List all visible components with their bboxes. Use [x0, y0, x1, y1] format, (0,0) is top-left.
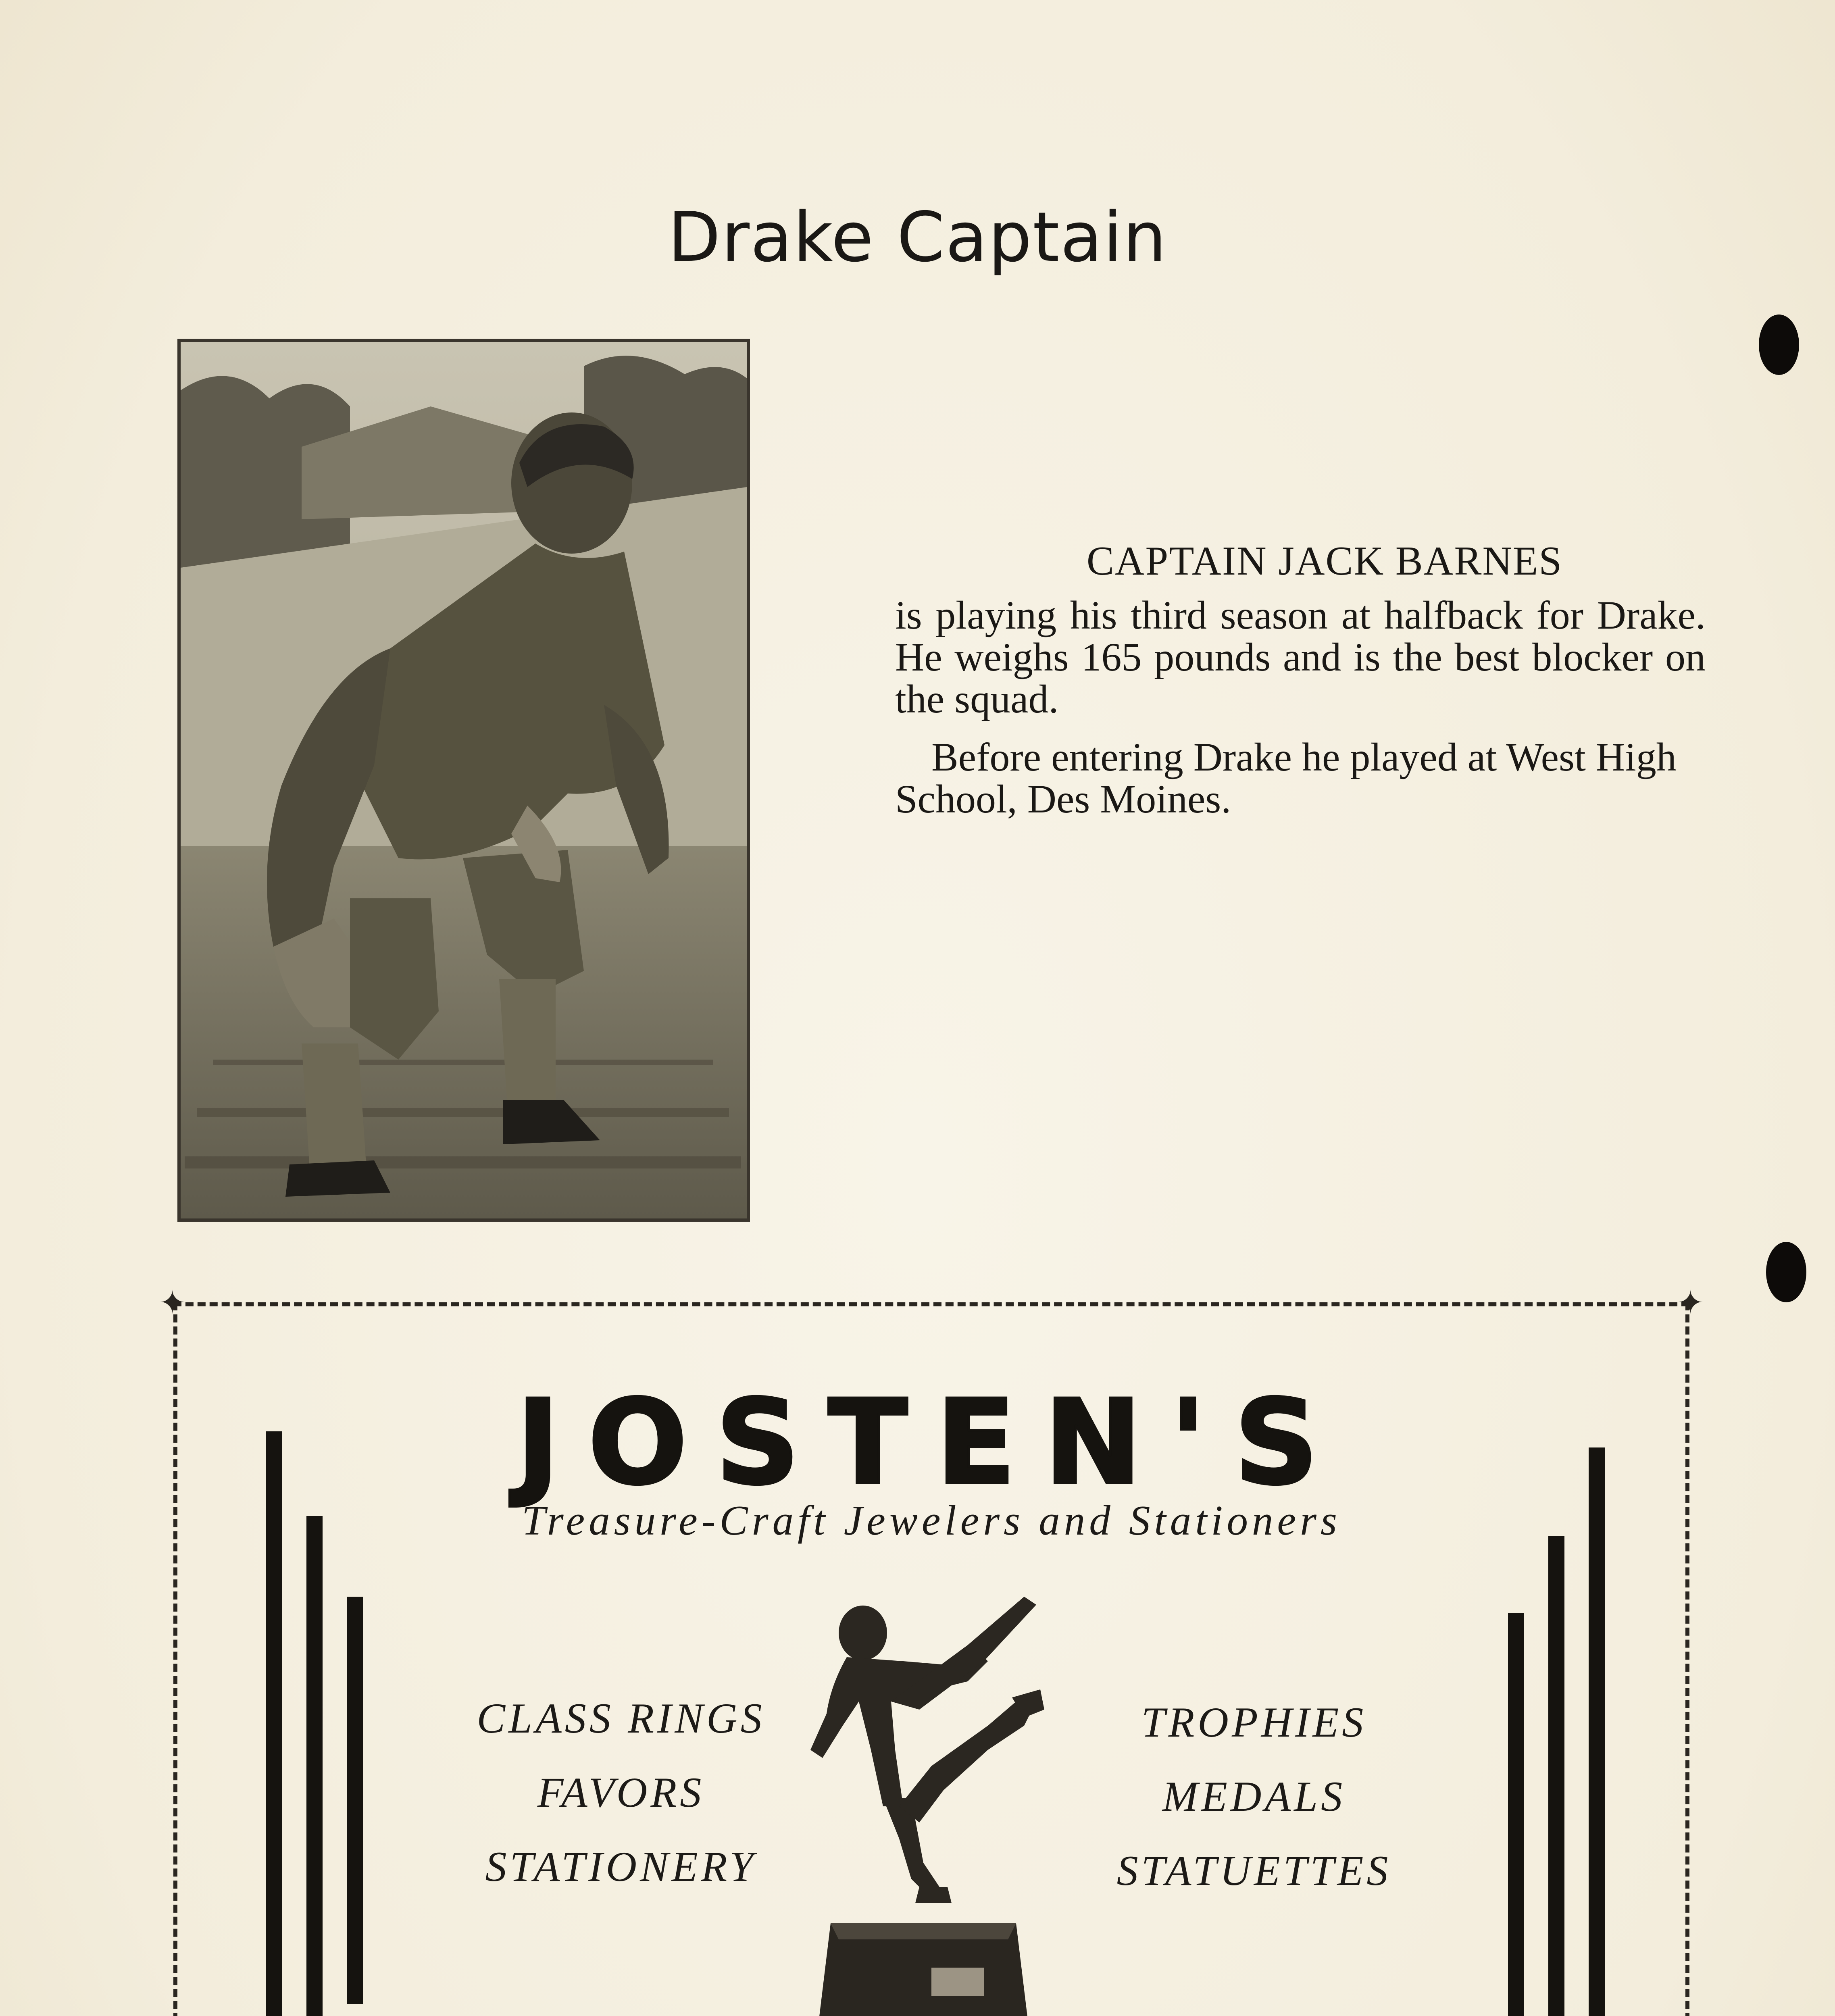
binder-hole [1766, 1242, 1806, 1302]
brand-name: JOSTEN'S [516, 1375, 1347, 1511]
product-item: STATUETTES [1116, 1847, 1391, 1894]
product-item: MEDALS [1162, 1773, 1346, 1820]
caption-paragraph: is playing his third season at halfback for Drake. He weighs 165 pounds and is the best blocker on the squad. [895, 593, 1706, 721]
border-corner-ornament: ✦ [159, 1285, 186, 1321]
product-item: FAVORS [537, 1769, 705, 1816]
captain-caption [895, 540, 1706, 820]
caption-paragraph: Before entering Drake he played at West High School, Des Moines. [895, 735, 1677, 821]
decorative-bar [306, 1516, 323, 2016]
caption-heading: CAPTAIN JACK BARNES [1086, 538, 1563, 584]
decorative-bar [1508, 1613, 1524, 2016]
jostens-advertisement [159, 1285, 1704, 2016]
decorative-bar [347, 1597, 363, 2004]
product-list-left [419, 1681, 823, 1904]
product-item: CLASS RINGS [477, 1695, 765, 1742]
decorative-bar [1548, 1536, 1564, 2016]
product-item: TROPHIES [1141, 1699, 1367, 1746]
kicker-trophy-statuette-icon [798, 1581, 1048, 2016]
binder-hole [1759, 314, 1799, 375]
page-title: Drake Captain [668, 198, 1167, 277]
product-item: STATIONERY [485, 1843, 757, 1890]
border-corner-ornament: ✦ [1677, 1285, 1704, 1321]
football-player-photo-icon [177, 339, 750, 1222]
brand-tagline: Treasure-Craft Jewelers and Stationers [522, 1497, 1341, 1544]
product-list-right [1032, 1685, 1476, 1908]
